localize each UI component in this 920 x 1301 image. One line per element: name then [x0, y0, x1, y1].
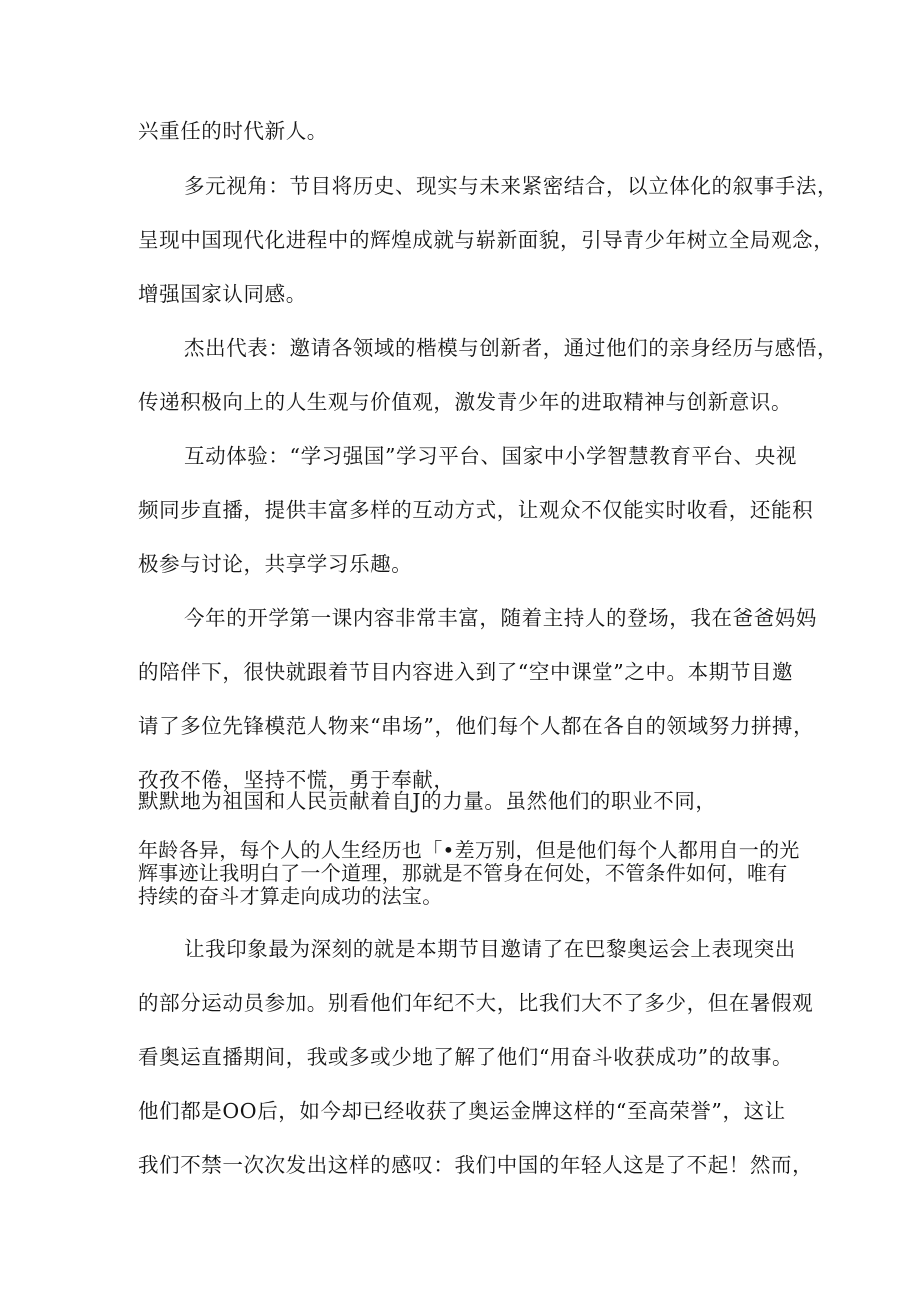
text-line: 呈现中国现代化进程中的辉煌成就与崭新面貌，引导青少年树立全局观念， [138, 228, 835, 252]
text-line: 年龄各异，每个人的人生经历也「•差万别，但是他们每个人都用自一的光 [138, 838, 800, 862]
text-line: 的陪伴下，很快就跟着节目内容进入到了“空中课堂”之中。本期节目邀 [138, 660, 794, 684]
text-line: 辉事迹让我明白了一个道理，那就是不管身在何处，不管条件如何，唯有 [138, 861, 788, 885]
paragraph-first-line: 互动体验：“学习强国”学习平台、国家中小学智慧教育平台、央视 [184, 444, 797, 468]
text-line: 请了多位先锋模范人物来“串场”，他们每个人都在各自的领域努力拼搏， [138, 714, 815, 738]
text-line: 频同步直播，提供丰富多样的互动方式，让观众不仅能实时收看，还能积 [138, 498, 814, 522]
text-line: 他们都是OO后，如今却已经收获了奥运金牌这样的“至高荣誉”，这让 [138, 1099, 786, 1123]
text-line: 看奥运直播期间，我或多或少地了解了他们“用奋斗收获成功”的故事。 [138, 1045, 794, 1069]
text-line: 默默地为祖国和人民贡献着自J的力量。虽然他们的职业不同， [138, 789, 717, 813]
text-line: 兴重任的时代新人。 [138, 119, 328, 143]
text-line: 极参与讨论，共享学习乐趣。 [138, 552, 413, 576]
paragraph-first-line: 让我印象最为深刻的就是本期节目邀请了在巴黎奥运会上表现突出 [184, 937, 796, 961]
paragraph-first-line: 今年的开学第一课内容非常丰富，随着主持人的登场，我在爸爸妈妈 [184, 606, 817, 630]
paragraph-first-line: 多元视角：节目将历史、现实与未来紧密结合，以立体化的叙事手法， [184, 174, 839, 198]
text-line: 持续的奋斗才算走向成功的法宝。 [138, 884, 443, 908]
text-line: 孜孜不倦，坚持不慌，勇于奉献， [138, 768, 455, 792]
text-line: 的部分运动员参加。别看他们年纪不大，比我们大不了多少，但在暑假观 [138, 991, 814, 1015]
text-line: 增强国家认同感。 [138, 282, 307, 306]
text-line: 我们不禁一次次发出这样的感叹：我们中国的年轻人这是了不起！然而， [138, 1153, 814, 1177]
text-line: 传递积极向上的人生观与价值观，激发青少年的进取精神与创新意识。 [138, 390, 793, 414]
paragraph-first-line: 杰出代表：邀请各领域的楷模与创新者，通过他们的亲身经历与感悟， [184, 336, 839, 360]
